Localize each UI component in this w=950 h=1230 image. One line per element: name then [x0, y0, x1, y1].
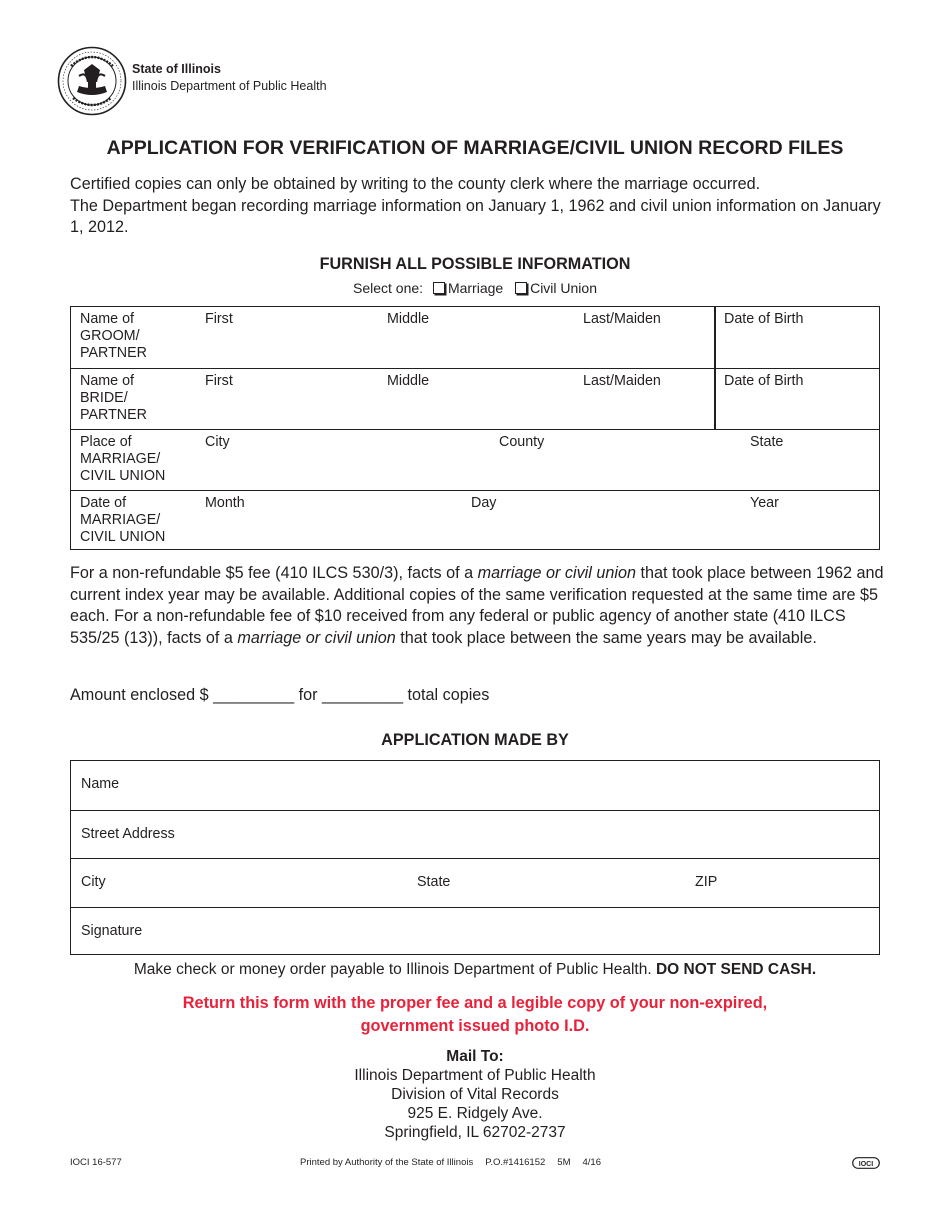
applicant-zip-field[interactable]: ZIP: [695, 874, 718, 890]
street-address-field[interactable]: Street Address: [81, 825, 175, 842]
date-year-field[interactable]: Year: [750, 495, 779, 511]
bride-first-field[interactable]: First: [205, 373, 233, 389]
printing-info: Printed by Authority of the State of Illinois P.O.#1416152 5M 4/16: [300, 1157, 601, 1168]
state-name: State of Illinois: [132, 62, 221, 76]
furnish-heading: FURNISH ALL POSSIBLE INFORMATION: [319, 255, 631, 273]
record-info-table: [70, 306, 880, 550]
applicant-city-row[interactable]: [71, 858, 879, 907]
address-line: Springfield, IL 62702-2737: [384, 1124, 566, 1141]
marriage-checkbox[interactable]: [433, 282, 445, 294]
select-one-label: Select one:: [352, 280, 424, 296]
address-line: Illinois Department of Public Health: [354, 1067, 596, 1084]
mail-to-heading: Mail To:: [446, 1048, 504, 1065]
place-row[interactable]: [71, 429, 879, 490]
groom-row[interactable]: [71, 307, 879, 368]
applicant-name-row[interactable]: [71, 761, 879, 810]
marriage-option-label: Marriage: [447, 280, 504, 296]
place-row-label: Place of MARRIAGE/ CIVIL UNION: [80, 434, 166, 484]
place-county-field[interactable]: County: [499, 434, 545, 450]
fee-paragraph: For a non-refundable $5 fee (410 ILCS 530/3), facts of a marriage or civil union that took place between 1962 and current index year may be available. Additional copies of the same verification requested at the same time are $5 each. For a non-refundable fee of $10 received from any federal or public agency of another state (410 ILCS 535/25 (13)), facts of a marriage or civil union that took place between the same years may be available.: [70, 564, 884, 647]
place-city-field[interactable]: City: [205, 434, 230, 450]
address-line: Division of Vital Records: [391, 1086, 559, 1103]
applicant-state-field[interactable]: State: [417, 874, 451, 890]
record-type-selector: [0, 280, 950, 296]
bride-middle-field[interactable]: Middle: [387, 373, 430, 389]
form-title: APPLICATION FOR VERIFICATION OF MARRIAGE/CIVIL UNION RECORD FILES: [106, 137, 844, 159]
applicant-street-row[interactable]: [71, 810, 879, 859]
bride-row[interactable]: [71, 368, 879, 429]
intro-line-1: Certified copies can only be obtained by writing to the county clerk where the marriage occurred.: [70, 175, 761, 193]
bride-row-label: Name of BRIDE/ PARTNER: [80, 373, 147, 423]
bride-last-field[interactable]: Last/Maiden: [583, 373, 661, 389]
department-name: Illinois Department of Public Health: [132, 79, 327, 93]
mail-to-address: [0, 1047, 950, 1142]
signature-field[interactable]: Signature: [81, 922, 143, 939]
applicant-signature-row[interactable]: [71, 907, 879, 956]
amount-enclosed-line[interactable]: Amount enclosed $ _________ for _________ total copies: [70, 686, 490, 704]
applicant-name-field[interactable]: Name: [81, 776, 120, 792]
state-seal-icon: [57, 46, 127, 116]
payable-note: Make check or money order payable to Illinois Department of Public Health. DO NOT SEND CASH.: [133, 961, 817, 978]
intro-text: [70, 174, 890, 239]
svg-text:IOCI: IOCI: [858, 1161, 874, 1168]
applicant-table: [70, 760, 880, 955]
groom-dob-field[interactable]: Date of Birth: [724, 311, 804, 327]
groom-last-field[interactable]: Last/Maiden: [583, 311, 661, 327]
intro-line-2: The Department began recording marriage information on January 1, 1962 and civil union information on January 1, 2012.: [70, 196, 881, 236]
date-month-field[interactable]: Month: [205, 495, 245, 511]
civil-union-option-label: Civil Union: [530, 280, 597, 296]
form-id: IOCI 16-577: [70, 1157, 122, 1168]
date-row[interactable]: [71, 490, 879, 551]
bride-dob-field[interactable]: Date of Birth: [724, 373, 804, 389]
application-made-by-heading: APPLICATION MADE BY: [381, 731, 569, 749]
civil-union-checkbox[interactable]: [515, 282, 527, 294]
address-line: 925 E. Ridgely Ave.: [407, 1105, 543, 1122]
place-state-field[interactable]: State: [750, 434, 784, 450]
groom-first-field[interactable]: First: [205, 311, 233, 327]
agency-block: [132, 61, 327, 95]
applicant-city-field[interactable]: City: [81, 874, 106, 890]
groom-row-label: Name of GROOM/ PARTNER: [80, 311, 147, 361]
groom-middle-field[interactable]: Middle: [387, 311, 430, 327]
return-form-note: Return this form with the proper fee and a legible copy of your non-expired, government issued photo I.D.: [182, 994, 768, 1035]
date-day-field[interactable]: Day: [471, 495, 497, 511]
date-row-label: Date of MARRIAGE/ CIVIL UNION: [80, 495, 166, 545]
ioci-logo-icon: [852, 1157, 880, 1169]
